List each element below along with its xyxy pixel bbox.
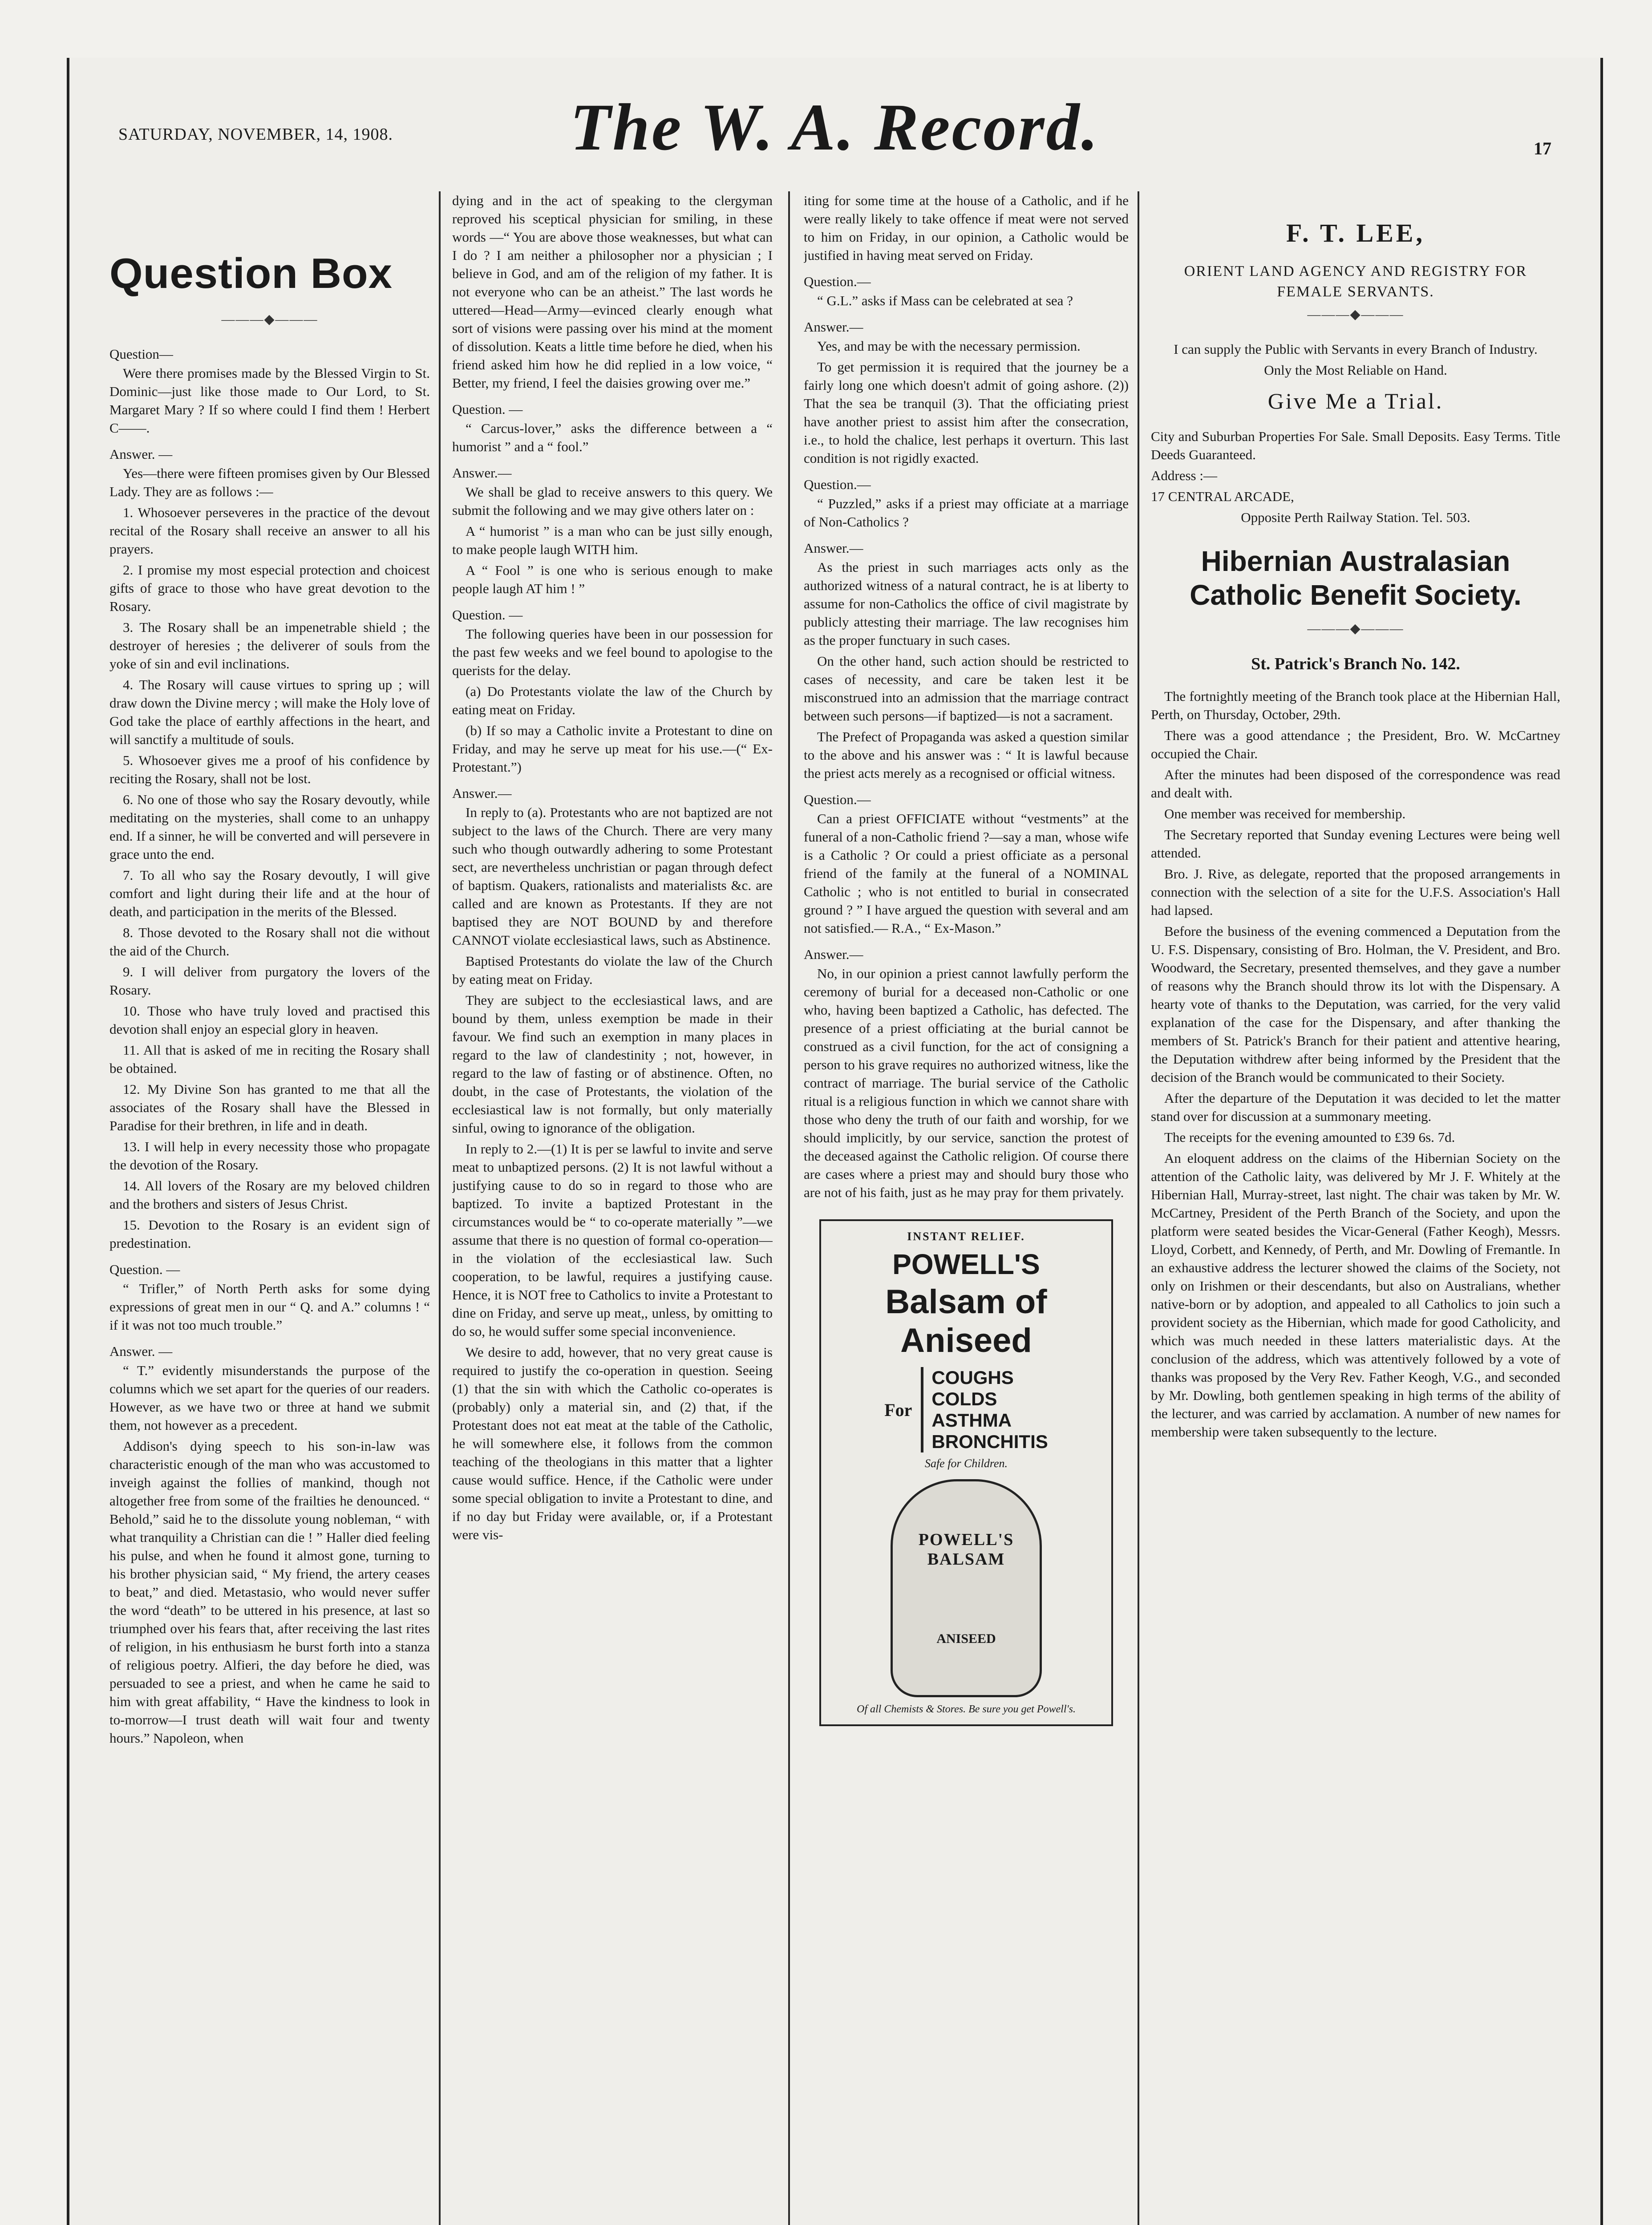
answer-text: dying and in the act of speaking to the clergyman reproved his sceptical physician for smiling, in these words —“ You are above those weaknesses, but what can I do ? I am neither a philosopher nor a physician ; I believe in God, and am of the religion of my father. It is not everyone who can be an atheist.” The last words he uttered—Head—Army—evinced clearly enough what sort of visions were passing over his mind at the moment of dissolution. Keats a little time before he died, when his friend asked him how he did replied in a low voice, “ Better, my friend, I feel the daisies growing over me.”: [452, 193, 773, 391]
promise-item: 3. The Rosary shall be an impenetrable shield ; the destroyer of heresies ; the deliverer of souls from the yoke of sin and evil inclinations.: [109, 619, 430, 672]
answer-text: A “ Fool ” is one who is serious enough to make people laugh AT him ! ”: [452, 562, 773, 596]
promise-item: 4. The Rosary will cause virtues to spring up ; will draw down the Divine mercy ; will make the Holy love of God take the place of earthly affections in the heart, and will sanctify a multitude of souls.: [109, 677, 430, 747]
report-text: After the departure of the Deputation it was decided to let the matter stand over for discussion at a summonary meeting.: [1151, 1090, 1560, 1124]
report-text: Before the business of the evening commenced a Deputation from the U. F.S. Dispensary, consisting of Bro. Holman, the V. President, and Bro. Woodward, the Secretary, presented themselves, and they gave a number of reasons why the Branch should throw its lot with the Dispensary. A hearty vote of thanks to the Deputation, was carried, for the very valid explanation of the case for the Dispensary, and after thanking the members of St. Patrick's Branch for their patient and attentive hearing, the Deputation withdrew after being informed by the President that the decision of the Branch would be communicated to their Society.: [1151, 923, 1560, 1085]
promise-item: 6. No one of those who say the Rosary devoutly, while meditating on the mysteries, shall come to an unhappy end. If a sinner, he will be converted and will persevere in grace unto the end.: [109, 792, 430, 862]
answer-text: To get permission it is required that the journey be a fairly long one which doesn't admit of going ashore. (2)) That the sea be tranquil (3). That the officiating priest have another priest to assist him after the consecration, i.e., to hold the chalice, lest perhaps it overturn. This last condition is not rigidly exacted.: [804, 359, 1129, 466]
question-text: “ Carcus-lover,” asks the difference between a “ humorist ” and a “ fool.”: [452, 421, 773, 454]
answer-label: Answer.—: [804, 319, 863, 335]
promise-item: 12. My Divine Son has granted to me that all the associates of the Rosary shall have the Blessed in Paradise for their brethren, in life and in death.: [109, 1081, 430, 1133]
report-text: The fortnightly meeting of the Branch took place at the Hibernian Hall, Perth, on Thursday, October, 29th.: [1151, 688, 1560, 722]
answer-label: Answer.—: [452, 785, 512, 801]
question-label: Question.—: [804, 477, 871, 492]
column-1: [109, 191, 430, 2225]
ad-text: Only the Most Reliable on Hand.: [1264, 362, 1447, 378]
address-detail: Opposite Perth Railway Station. Tel. 503.: [1241, 510, 1470, 525]
answer-label: Answer. —: [109, 446, 173, 462]
question-text: “ Puzzled,” asks if a priest may officiate at a marriage of Non-Catholics ?: [804, 496, 1129, 530]
column-3: [804, 191, 1129, 2225]
ad-ailments-list: [921, 1367, 1048, 1452]
report-text: Bro. J. Rive, as delegate, reported that the proposed arrangements in connection with the selection of a site for the U.F.S. Association's Hall had lapsed.: [1151, 866, 1560, 918]
balsam-bottle-illustration: [891, 1479, 1042, 1697]
question-label: Question.—: [804, 274, 871, 289]
bottle-name: POWELL'S BALSAM: [918, 1530, 1014, 1569]
ornament-divider: ———◆———: [1307, 307, 1404, 322]
question-label: Question.—: [804, 792, 871, 807]
question-label: Question. —: [109, 1262, 180, 1277]
report-text: The receipts for the evening amounted to £39 6s. 7d.: [1164, 1129, 1455, 1145]
question-text: The following queries have been in our possession for the past few weeks and we feel bound to apologise to the querists for the delay.: [452, 626, 773, 678]
question-text: “ Trifler,” of North Perth asks for some dying expressions of great men in our “ Q. and A.” columns ! “ if it was not too much trouble.”: [109, 1281, 430, 1333]
column-rule: [1138, 191, 1139, 2225]
ad-children-note: Safe for Children.: [924, 1457, 1008, 1470]
section-heading: Question Box: [109, 250, 393, 297]
newspaper-title: The W. A. Record.: [570, 90, 1100, 164]
answer-label: Answer.—: [804, 540, 863, 556]
ad-for-block: [828, 1367, 1104, 1452]
promise-item: 9. I will deliver from purgatory the lovers of the Rosary.: [109, 964, 430, 998]
answer-text: Addison's dying speech to his son-in-law was characteristic enough of the man who was accustomed to inveigh against the follies of mankind, though not altogether free from some of the frailties he denounced. “ Behold,” said he to the dissolute young nobleman, “ with what tranquility a Christian can die ! ” Haller died feeling his pulse, and when he found it almost gone, turning to his brother physician said, “ My friend, the artery ceases to beat,” and died. Metastasio, who would never suffer the word “death” to be uttered in his presence, at last so triumphed over his fears that, after receiving the last rites of religion, in his enthusiasm he burst forth into a stanza of religious poetry. Alfieri, the day before he died, was persuaded to see a priest, and when he came he said to him with great affability, “ Have the kindness to look in to-morrow—I trust death will wait four and twenty hours.” Napoleon, when: [109, 1438, 430, 1746]
answer-label: Answer. —: [109, 1343, 173, 1359]
ad-product: Balsam of Aniseed: [885, 1283, 1047, 1359]
answer-text: Baptised Protestants do violate the law of the Church by eating meat on Friday.: [452, 953, 773, 987]
report-text: An eloquent address on the claims of the Hibernian Society on the attention of the Catholic laity, was delivered by Mr J. F. Whitely at the Hibernian Hall, Murray-street, last night. The chair was taken by Mr. W. McCartney, President of the Perth Branch of the Society, and upon the platform were seated besides the Vicar-General (Father Keogh), Messrs. Lloyd, Corbett, and Kennedy, of Perth, and Mr. Dowling of Fremantle. In an exhaustive address the lecturer showed the claims of the Society, not only on Irishmen or their descendants, but also on Australians, whether native-born or by adoption, and appealed to all Catholics to join such a provident society as the Hibernian, which made for good Catholicity, and which was much needed in these latters materialistic days. At the conclusion of the address, which was attentively followed by a vote of thanks was proposed by the Very Rev. Father Keogh, V.G., and seconded by Mr. Dowling, both gentlemen speaking in high terms of the ability of the lecturer, and was carried by acclamation. A number of new names for membership were taken subsequently to the lecture.: [1151, 1150, 1560, 1440]
answer-text: We desire to add, however, that no very great cause is required to justify the co-operation in question. Seeing (1) that the sin with which the Catholic co-operates is (probably) only a material sin, and (2) that, if the Protestant does not eat meat at the table of the Catholic, he will somewhere else, it follows from the common teaching of the theologians in this matter that a lighter cause would suffice. Hence, if the Catholic were under some special obligation to invite a Protestant to dine, and if no day but Friday were available, or, if a Protestant were vis-: [452, 1344, 773, 1542]
masthead: [69, 58, 1600, 178]
promise-item: 10. Those who have truly loved and practised this devotion shall enjoy an especial glory in heaven.: [109, 1003, 430, 1037]
powells-balsam-advertisement: [819, 1219, 1113, 1726]
answer-text: In reply to (a). Protestants who are not baptized are not subject to the laws of the Church. There are very many such who though outwardly adhering to some Protestant sect, are nevertheless unchristian or pagan through defect of baptism. Quakers, rationalists and materialists &c. are called and are known as Protestants. If they are not baptised they are NOT BOUND by and therefore CANNOT violate ecclesiastical laws, such as Abstinence.: [452, 805, 773, 948]
promise-item: 13. I will help in every necessity those who propagate the devotion of the Rosary.: [109, 1139, 430, 1173]
promise-item: 1. Whosoever perseveres in the practice of the devout recital of the Rosary shall receive an answer to all his prayers.: [109, 505, 430, 557]
answer-text: They are subject to the ecclesiastical laws, and are bound by them, unless exemption be made in their favour. We find such an exemption in many places in regard to the law of clandestinity ; not, however, in regard to the law of fasting or of abstinence. Often, no doubt, in the case of Protestants, the violation of the ecclesiastical law is not formally, but only materially sinful, owing to ignorance of the obligation.: [452, 992, 773, 1136]
report-text: There was a good attendance ; the President, Bro. W. McCartney occupied the Chair.: [1151, 728, 1560, 761]
answer-text: We shall be glad to receive answers to this query. We submit the following and we may give others later on :: [452, 484, 773, 518]
report-text: The Secretary reported that Sunday evening Lectures were being well attended.: [1151, 827, 1560, 861]
page-number: 17: [1534, 138, 1551, 158]
ad-ailment: ASTHMA: [931, 1410, 1012, 1431]
ad-ailment: COLDS: [931, 1388, 997, 1409]
report-text: After the minutes had been disposed of the correspondence was read and dealt with.: [1151, 767, 1560, 801]
answer-label: Answer.—: [804, 947, 863, 962]
promise-item: 2. I promise my most especial protection and choicest gifts of grace to those who have great devotion to the Rosary.: [109, 562, 430, 614]
column-rule: [788, 191, 790, 2225]
society-heading: Hibernian Australasian Catholic Benefit Society.: [1190, 545, 1522, 611]
question-text: (a) Do Protestants violate the law of the Church by eating meat on Friday.: [452, 684, 773, 717]
ad-footer: Of all Chemists & Stores. Be sure you get Powell's.: [857, 1703, 1076, 1715]
question-text: Were there promises made by the Blessed Virgin to St. Dominic—just like those made to Our Lord, to St. Margaret Mary ? If so where could I find them ! Herbert C——.: [109, 365, 430, 436]
answer-text: A “ humorist ” is a man who can be just silly enough, to make people laugh WITH him.: [452, 523, 773, 557]
ad-text: I can supply the Public with Servants in every Branch of Industry.: [1174, 341, 1538, 357]
column-2: [452, 191, 773, 2225]
promise-item: 15. Devotion to the Rosary is an evident sign of predestination.: [109, 1217, 430, 1251]
promise-item: 8. Those devoted to the Rosary shall not die without the aid of the Church.: [109, 925, 430, 959]
question-text: “ G.L.” asks if Mass can be celebrated at sea ?: [817, 293, 1073, 308]
ad-brand: POWELL'S: [892, 1248, 1040, 1280]
question-text: (b) If so may a Catholic invite a Protestant to dine on Friday, and may he serve up meat for his use.—(“ Ex-Protestant.”): [452, 723, 773, 775]
promise-item: 7. To all who say the Rosary devoutly, I will give comfort and light during their life and at the hour of death, and participation in the merits of the Blessed.: [109, 867, 430, 919]
issue-date: SATURDAY, NOVEMBER, 14, 1908.: [118, 125, 393, 144]
promise-item: 5. Whosoever gives me a proof of his confidence by reciting the Rosary, shall not be lost.: [109, 752, 430, 786]
answer-text: The Prefect of Propaganda was asked a question similar to the above and his answer was : “ It is lawful because the priest acts merely as a recognised or official witness.: [804, 729, 1129, 781]
answer-text: iting for some time at the house of a Catholic, and if he were really likely to take offence if meat were not served to him on Friday, in our opinion, a Catholic would be justified in having meat served on Friday.: [804, 193, 1129, 263]
ornament-divider: ———◆———: [221, 312, 318, 327]
column-rule: [439, 191, 441, 2225]
advertiser-name: F. T. LEE,: [1286, 218, 1425, 247]
question-label: Question—: [109, 346, 173, 362]
column-4: [1151, 191, 1560, 2225]
answer-text: On the other hand, such action should be restricted to cases of necessity, and care be taken lest it be misconstrued into an admission that the marriage contract between such persons—if baptized—is not a sacrament.: [804, 653, 1129, 724]
answer-text: As the priest in such marriages acts only as the authorized witness of a natural contract, he is at liberty to assume for non-Catholics the office of civil magistrate by publicly attesting their marriage. The law recognises him as the proper functuary in such cases.: [804, 559, 1129, 648]
agency-description: ORIENT LAND AGENCY AND REGISTRY FOR FEMALE SERVANTS.: [1184, 263, 1527, 300]
answer-label: Answer.—: [452, 465, 512, 481]
promise-item: 14. All lovers of the Rosary are my beloved children and the brothers and sisters of Jesus Christ.: [109, 1178, 430, 1212]
answer-text: Yes—there were fifteen promises given by Our Blessed Lady. They are as follows :—: [109, 465, 430, 499]
ad-text: City and Suburban Properties For Sale. Small Deposits. Easy Terms. Title Deeds Guaranteed.: [1151, 429, 1560, 462]
ad-for-label: For: [884, 1400, 912, 1420]
ad-relief-text: INSTANT RELIEF.: [907, 1230, 1025, 1243]
newspaper-page: [67, 58, 1603, 2225]
ornament-divider: ———◆———: [1307, 621, 1404, 636]
answer-text: Yes, and may be with the necessary permission.: [817, 338, 1081, 354]
address: 17 CENTRAL ARCADE,: [1151, 489, 1294, 504]
branch-title: St. Patrick's Branch No. 142.: [1251, 655, 1460, 673]
report-text: One member was received for membership.: [1164, 806, 1406, 821]
ad-slogan: Give Me a Trial.: [1267, 388, 1444, 413]
ad-ailment: COUGHS: [931, 1367, 1014, 1388]
ad-ailment: BRONCHITIS: [931, 1431, 1048, 1452]
question-label: Question. —: [452, 607, 523, 623]
promise-item: 11. All that is asked of me in reciting the Rosary shall be obtained.: [109, 1042, 430, 1076]
question-label: Question. —: [452, 401, 523, 417]
address-label: Address :—: [1151, 468, 1217, 483]
bottle-label: ANISEED: [936, 1631, 996, 1646]
answer-text: No, in our opinion a priest cannot lawfully perform the ceremony of burial for a deceased non-Catholic or one who, having been baptized a Catholic, has defected. The presence of a priest officiating at the burial cannot be construed as a civil function, for the act of consigning a person to his grave requires no authorized witness, like the contract of marriage. The burial service of the Catholic ritual is a religious function in which we cannot share with those who deny the truth of our faith and worship, for we should implicitly, by our service, sanction the protest of the deceased against the Catholic religion. Of course there are cases where a priest may and should bury those who are not of his faith, just as he may pray for them privately.: [804, 966, 1129, 1200]
answer-text: In reply to 2.—(1) It is per se lawful to invite and serve meat to unbaptized persons. (2) It is not lawful without a justifying cause to do so in regard to those who are baptized. To invite a baptized Protestant in the circumstances would be “ to co-operate materially ”—we assume that there is no question of formal co-operation—in the violation of the ecclesiastical law. Such cooperation, to be lawful, requires a justifying cause. Hence, it is NOT free to Catholics to invite a Protestant to dine on Friday, and serve up meat,, unless, by omitting to do so, he would suffer some special inconvenience.: [452, 1141, 773, 1339]
question-text: Can a priest OFFICIATE without “vestments” at the funeral of a non-Catholic friend ?—say a man, whose wife is a Catholic ? Or could a priest officiate as a personal friend of the family at the funeral of a NOMINAL Catholic ; who is not entitled to burial in consecrated ground ? ” I have argued the question with several and am not satisfied.— R.A., “ Ex-Mason.”: [804, 811, 1129, 936]
answer-text: “ T.” evidently misunderstands the purpose of the columns which we set apart for the queries of our readers. However, as we have two or three at hand we submit them, not however as a precedent.: [109, 1363, 430, 1433]
